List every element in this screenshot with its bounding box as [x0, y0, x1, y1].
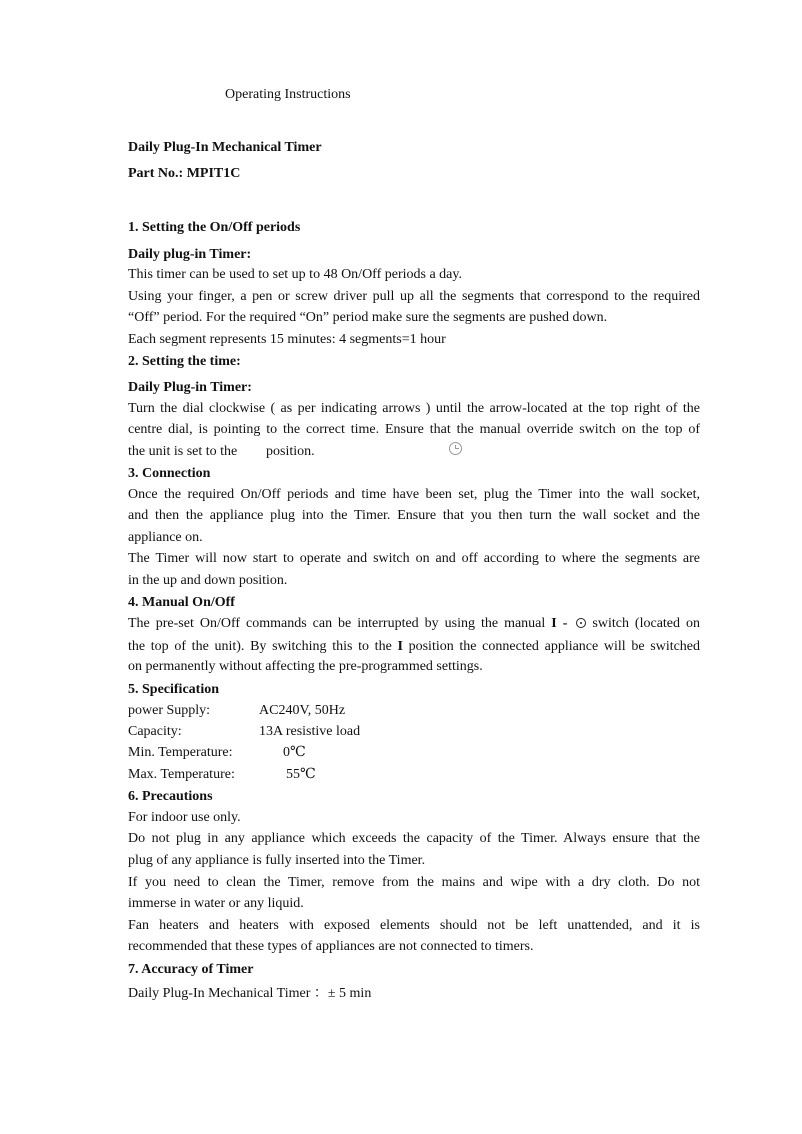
section-3-heading: 3. Connection [128, 466, 211, 481]
section-6-paragraph: recommended that these types of appliances are not connected to timers. [128, 939, 534, 954]
section-1-paragraph: Using your finger, a pen or screw driver pull up all the segments that correspond to the required [128, 289, 700, 304]
section-6-heading: 6. Precautions [128, 789, 213, 804]
section-1-paragraph: This timer can be used to set up to 48 On/Off periods a day. [128, 267, 462, 282]
spec-label: power Supply: [128, 703, 211, 718]
spec-label: Capacity: [128, 724, 182, 739]
section-6-paragraph: immerse in water or any liquid. [128, 896, 304, 911]
section-2-paragraph: Turn the dial clockwise ( as per indicating arrows ) until the arrow-located at the top right of the [128, 401, 700, 416]
section-4-text: The pre-set On/Off commands can be interrupted by using the manual [128, 616, 546, 631]
accuracy-line: Daily Plug-In Mechanical Timer ：± 5 min [128, 986, 372, 1001]
section-5-heading: 5. Specification [128, 682, 219, 697]
section-3-paragraph: The Timer will now start to operate and switch on and off according to where the segments are [128, 551, 700, 566]
section-2-paragraph: centre dial, is pointing to the correct time. Ensure that the manual override switch on the top of [128, 422, 700, 437]
section-6-paragraph: Fan heaters and heaters with exposed elements should not be left unattended, and it is [128, 918, 700, 933]
section-4-line-1 [128, 616, 700, 632]
spec-value: 0℃ [283, 745, 306, 760]
spec-value: 13A resistive load [259, 724, 361, 739]
section-3-paragraph: in the up and down position. [128, 573, 288, 588]
section-4-text: position the connected appliance will be switched [408, 639, 701, 654]
product-name: Daily Plug-In Mechanical Timer [128, 140, 322, 155]
section-4-paragraph: on permanently without affecting the pre-programmed settings. [128, 659, 483, 674]
section-6-paragraph: Do not plug in any appliance which exceeds the capacity of the Timer. Always ensure that the [128, 831, 700, 846]
timer-symbol-icon [576, 618, 586, 628]
section-1-subheading: Daily plug-in Timer: [128, 247, 252, 262]
spec-value: AC240V, 50Hz [259, 703, 346, 718]
section-1-paragraph: “Off” period. For the required “On” period make sure the segments are pushed down. [128, 310, 608, 325]
section-6-paragraph: For indoor use only. [128, 810, 241, 825]
part-number: Part No.: MPIT1C [128, 166, 241, 181]
manual-switch-symbol: I - [551, 616, 568, 631]
section-2-paragraph: position. [266, 444, 315, 459]
section-2-heading: 2. Setting the time: [128, 354, 241, 369]
on-position-symbol: I [397, 639, 403, 654]
section-4-line-2 [128, 639, 700, 655]
spec-value: 55℃ [286, 767, 316, 782]
section-2-subheading: Daily Plug-in Timer: [128, 380, 252, 395]
section-4-heading: 4. Manual On/Off [128, 595, 235, 610]
section-6-paragraph: If you need to clean the Timer, remove from the mains and wipe with a dry cloth. Do not [128, 875, 700, 890]
section-4-text: switch (located on [592, 616, 701, 631]
section-4-text: the top of the unit). By switching this to the [128, 639, 392, 654]
section-3-paragraph: and then the appliance plug into the Timer. Ensure that you then turn the wall socket and the [128, 508, 700, 523]
section-1-heading: 1. Setting the On/Off periods [128, 220, 301, 235]
section-7-heading: 7. Accuracy of Timer [128, 962, 254, 977]
spec-label: Max. Temperature: [128, 767, 235, 782]
clock-icon [449, 442, 462, 455]
section-6-paragraph: plug of any appliance is fully inserted into the Timer. [128, 853, 426, 868]
section-3-paragraph: Once the required On/Off periods and time have been set, plug the Timer into the wall socket, [128, 487, 700, 502]
spec-label: Min. Temperature: [128, 745, 233, 760]
page-title: Operating Instructions [225, 87, 351, 102]
section-2-paragraph: the unit is set to the [128, 444, 238, 459]
section-3-paragraph: appliance on. [128, 530, 203, 545]
section-1-paragraph: Each segment represents 15 minutes: 4 segments=1 hour [128, 332, 446, 347]
